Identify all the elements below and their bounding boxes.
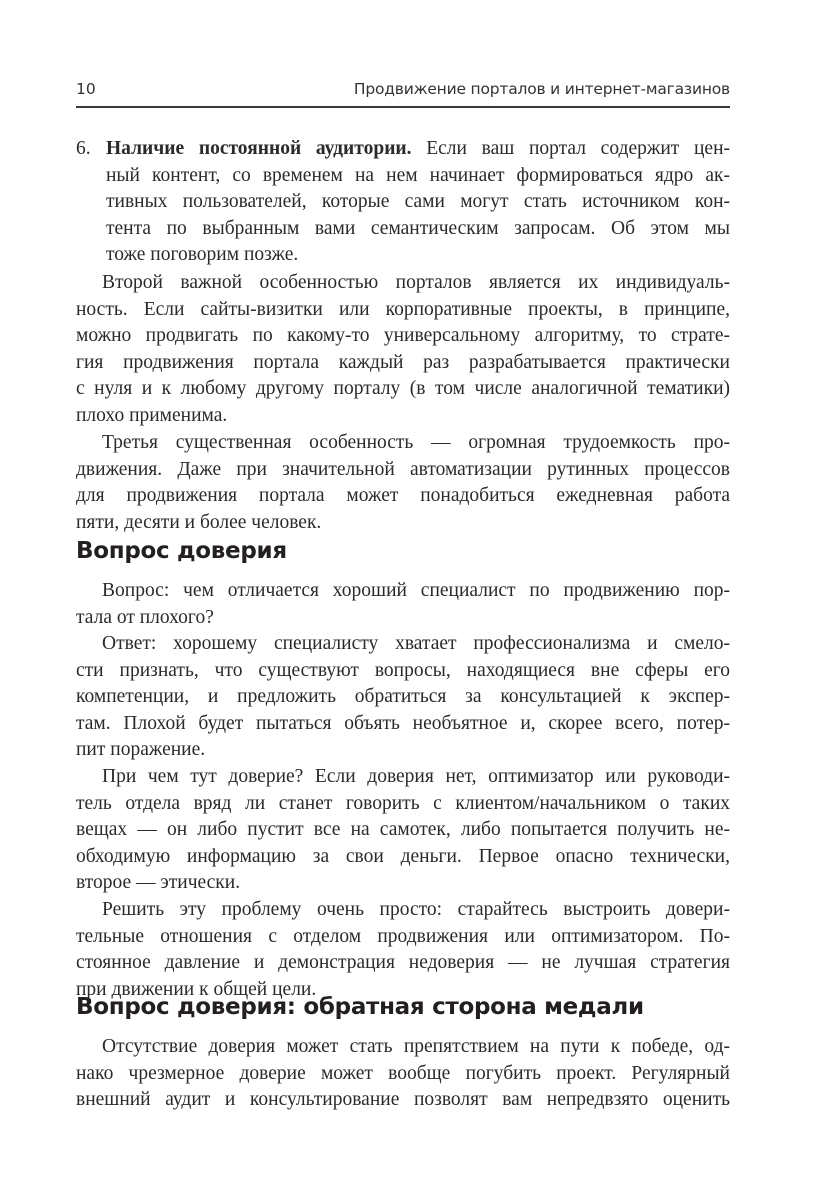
- section-heading: Вопрос доверия: обратная сторона медали: [76, 994, 644, 1020]
- text-line: для продвижения портала может понадобиться ежедневная работа: [76, 485, 730, 507]
- text-line: внешний аудит и консультирование позволят вам непредвзято оценить: [76, 1089, 730, 1111]
- text-line: ность. Если сайты-визитки или корпоративные проекты, в принципе,: [76, 298, 730, 320]
- text-line: тельные отношения с отделом продвижения или оптимизатором. По-: [76, 925, 730, 947]
- text-line: Ответ: хорошему специалисту хватает профессионализма и смело-: [102, 633, 730, 654]
- paragraph: [76, 270, 730, 430]
- text-line: При чем тут доверие? Если доверия нет, оптимизатор или руководи-: [102, 766, 730, 787]
- text-line: Отсутствие доверия может стать препятствием на пути к победе, од-: [102, 1036, 730, 1057]
- text-line: движения. Даже при значительной автоматизации рутинных процессов: [76, 458, 730, 480]
- text-line: второе — этически.: [76, 872, 241, 894]
- running-title: Продвижение порталов и интернет-магазинов: [353, 80, 730, 98]
- text-line: тента по выбранным вами семантическим запросам. Об этом мы: [106, 217, 730, 239]
- paragraph: [76, 897, 730, 1003]
- text-line: там. Плохой будет пытаться объять необъятное и, скорее всего, потер-: [76, 712, 730, 734]
- text-line: пит поражение.: [76, 739, 206, 761]
- running-header: [76, 78, 730, 102]
- text-line: с нуля и к любому другому порталу (в том числе аналогичной тематики): [76, 378, 730, 400]
- text-line: плохо применима.: [76, 404, 228, 426]
- list-item-6: [76, 136, 730, 269]
- text-line: можно продвигать по какому-то универсальному алгоритму, то страте-: [76, 325, 730, 347]
- paragraph: [76, 430, 730, 536]
- paragraph: [76, 578, 730, 631]
- text-line: при движении к общей цели.: [76, 978, 317, 1000]
- paragraph: [76, 1034, 730, 1114]
- text-line: тоже поговорим позже.: [106, 244, 299, 266]
- text-line: гия продвижения портала каждый раз разрабатывается практически: [76, 351, 730, 373]
- text-line: сти признать, что существуют вопросы, находящиеся вне сферы его: [76, 659, 730, 681]
- list-item-number: 6.: [76, 138, 91, 159]
- text-line: нако чрезмерное доверие может вообще погубить проект. Регулярный: [76, 1062, 730, 1084]
- section-heading: Вопрос доверия: [76, 538, 287, 564]
- text-line: обходимую информацию за свои деньги. Первое опасно технически,: [76, 845, 730, 867]
- text-line: вещах — он либо пустит все на самотек, либо попытается получить не-: [76, 819, 730, 841]
- text-line: пяти, десяти и более человек.: [76, 511, 322, 533]
- text-line: Вопрос: чем отличается хороший специалист по продвижению пор-: [102, 580, 730, 601]
- paragraph: [76, 764, 730, 897]
- text-line: Если ваш портал содержит цен-: [411, 138, 730, 159]
- text-line: компетенции, и предложить обратиться за консультацией к экспер-: [76, 686, 730, 708]
- text-line: Третья существенная особенность — огромная трудоемкость про-: [102, 432, 730, 453]
- header-rule: [76, 106, 730, 108]
- list-item-term: Наличие постоянной аудитории.: [106, 138, 412, 159]
- text-line: Второй важной особенностью порталов является их индивидуаль-: [102, 272, 730, 293]
- page-number: 10: [76, 80, 96, 98]
- text-line: стоянное давление и демонстрация недоверия — не лучшая стратегия: [76, 952, 730, 974]
- text-line: тивных пользователей, которые сами могут стать источником кон-: [106, 191, 730, 213]
- text-line: тала от плохого?: [76, 606, 214, 628]
- text-line: тель отдела вряд ли станет говорить с клиентом/начальником о таких: [76, 792, 730, 814]
- paragraph: [76, 631, 730, 764]
- text-line: Решить эту проблему очень просто: старайтесь выстроить довери-: [102, 899, 730, 920]
- text-line: ный контент, со временем на нем начинает формироваться ядро ак-: [106, 164, 730, 186]
